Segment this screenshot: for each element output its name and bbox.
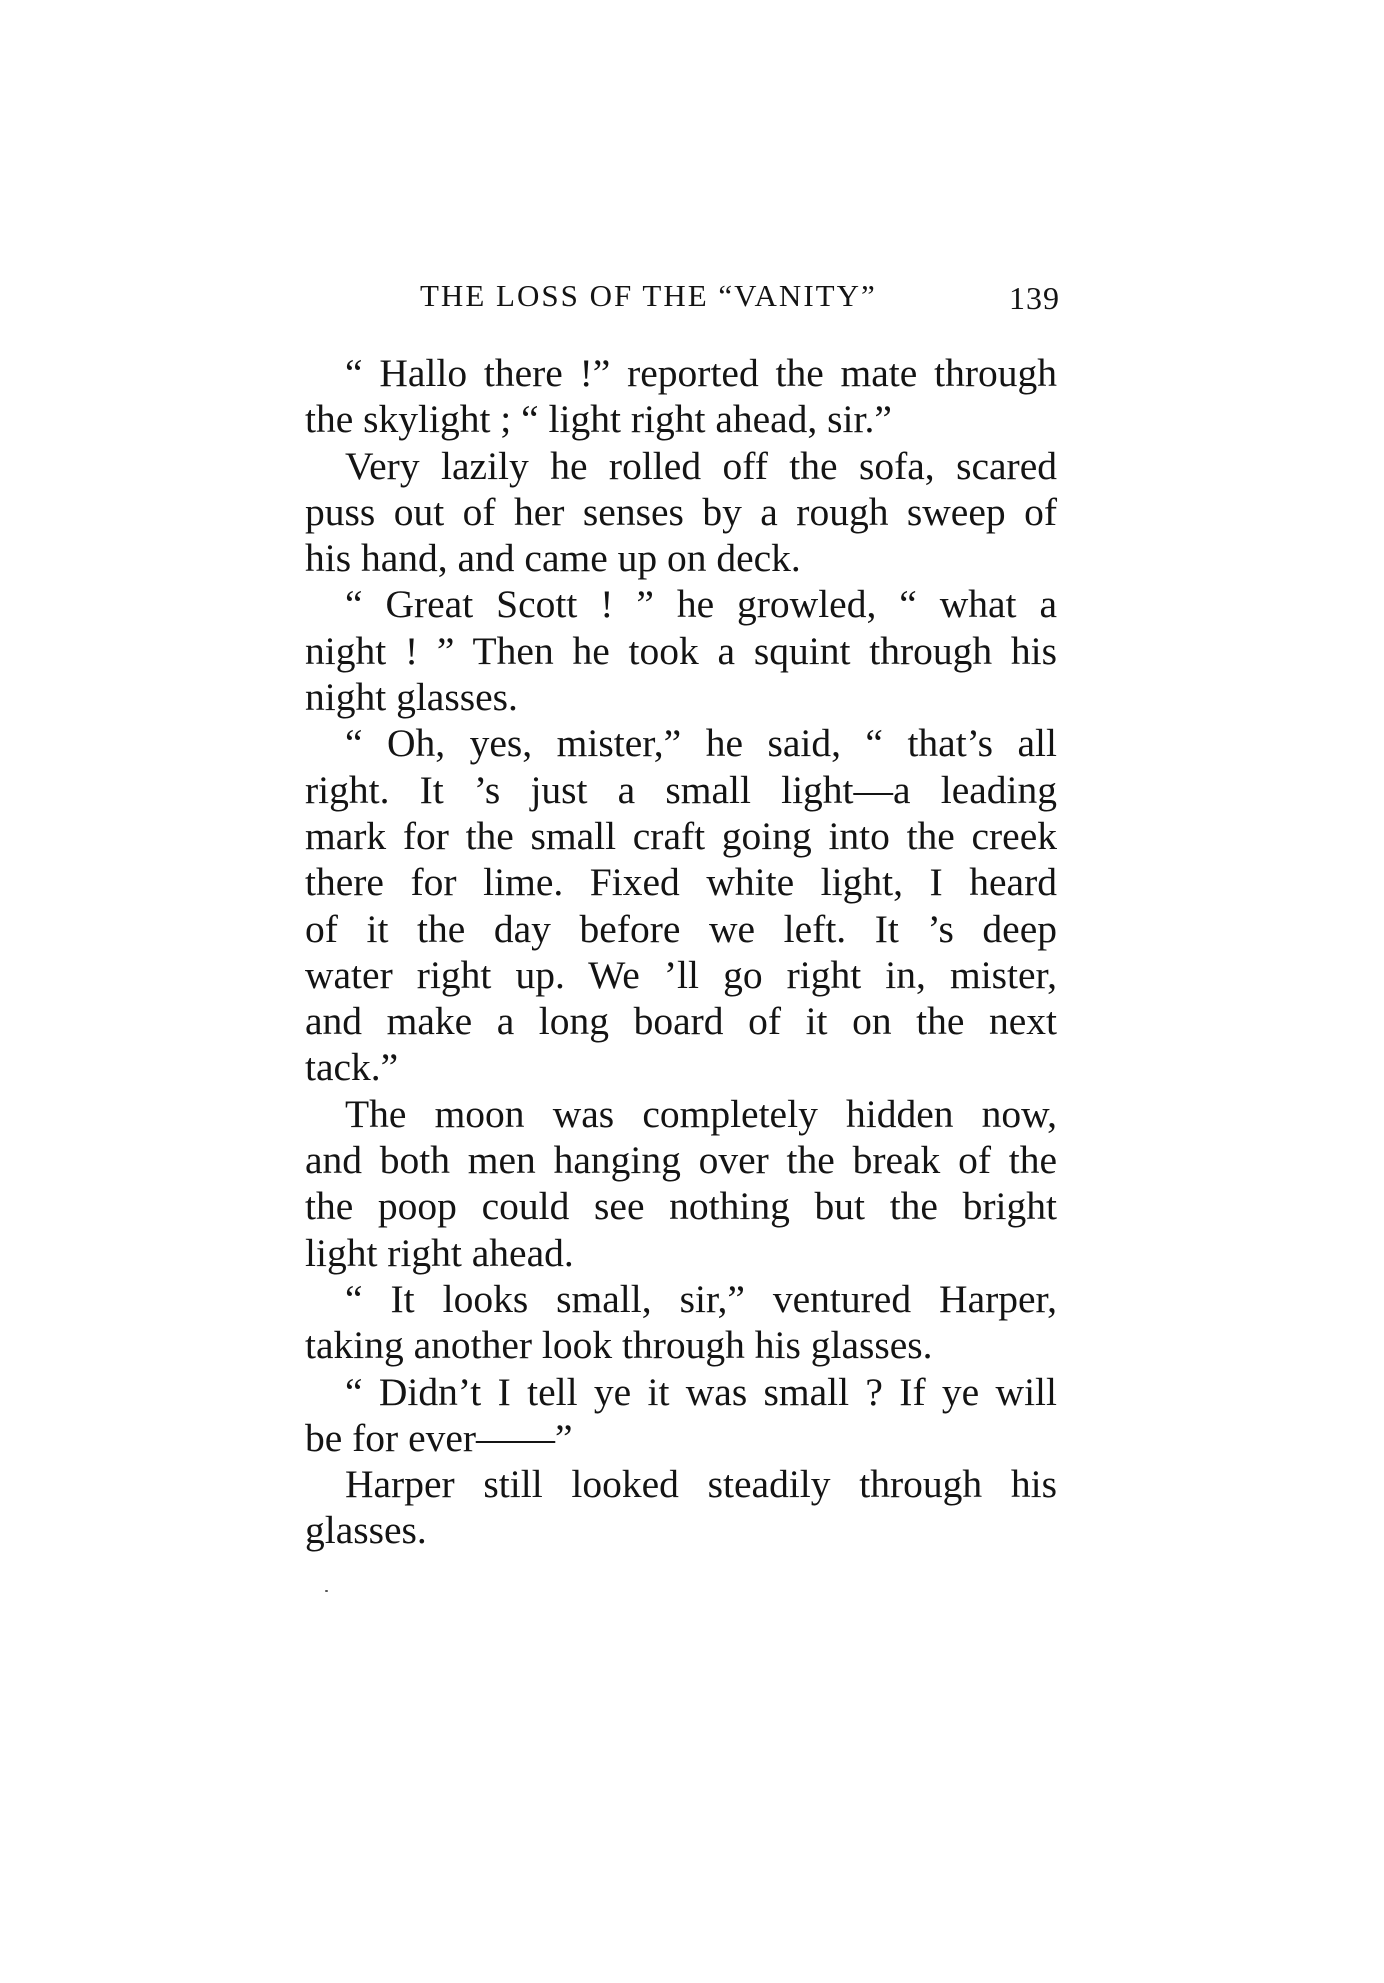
text-line: “ It looks small, sir,” ventured Harper,	[345, 1276, 1057, 1321]
text-line: puss out of her senses by a rough sweep of	[305, 489, 1057, 534]
body-text	[305, 350, 1057, 1554]
text-line: and make a long board of it on the next	[305, 999, 1057, 1044]
text-line: there for lime. Fixed white light, I heard	[305, 860, 1057, 905]
page-number: 139	[1009, 280, 1060, 316]
text-line: “ Oh, yes, mister,” he said, “ that’s all	[345, 721, 1057, 766]
text-line: night glasses.	[305, 675, 518, 720]
text-line: glasses.	[305, 1508, 427, 1553]
text-line: “ Hallo there !” reported the mate through	[345, 351, 1057, 395]
running-title: THE LOSS OF THE “VANITY”	[420, 278, 877, 313]
text-line: the skylight ; “ light right ahead, sir.”	[305, 397, 892, 442]
text-line: his hand, and came up on deck.	[305, 536, 801, 581]
text-line: “ Great Scott ! ” he growled, “ what a	[345, 582, 1057, 627]
text-line: taking another look through his glasses.	[305, 1323, 933, 1368]
running-head	[420, 278, 1060, 328]
text-line: Very lazily he rolled off the sofa, scared	[345, 443, 1057, 488]
ink-speck	[325, 1590, 328, 1592]
text-line: light right ahead.	[305, 1230, 574, 1275]
text-line: be for ever——”	[305, 1415, 573, 1460]
text-line: of it the day before we left. It ’s deep	[305, 906, 1057, 951]
text-line: and both men hanging over the break of the	[305, 1138, 1057, 1183]
text-line: night ! ” Then he took a squint through his	[305, 628, 1057, 673]
text-line: right. It ’s just a small light—a leading	[305, 767, 1057, 812]
text-line: the poop could see nothing but the bright	[305, 1184, 1057, 1229]
text-line: “ Didn’t I tell ye it was small ? If ye will	[345, 1369, 1057, 1414]
text-line: mark for the small craft going into the creek	[305, 813, 1057, 858]
text-line: Harper still looked steadily through his	[345, 1462, 1057, 1507]
text-line: water right up. We ’ll go right in, mister,	[305, 952, 1057, 997]
text-line: tack.”	[305, 1045, 399, 1090]
text-line: The moon was completely hidden now,	[345, 1091, 1057, 1136]
